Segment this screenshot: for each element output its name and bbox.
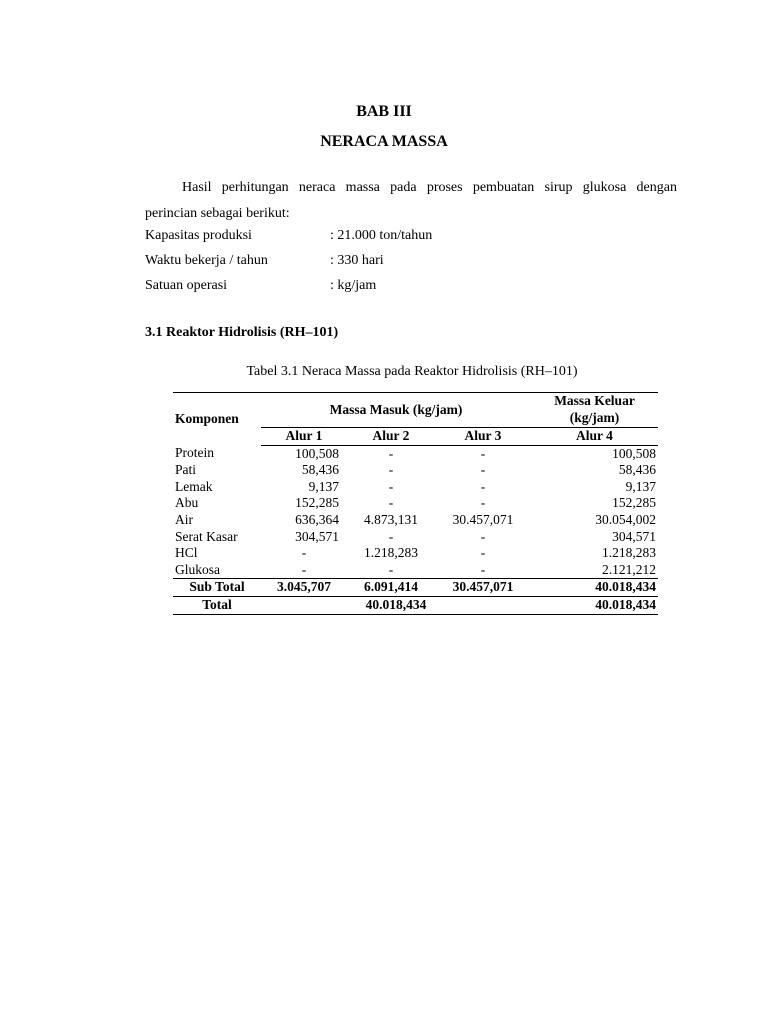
spec-working-time <box>145 248 384 273</box>
row-alur-1: 304,571 <box>295 528 339 544</box>
row-alur-2: - <box>388 445 394 461</box>
row-alur-2: 1.218,283 <box>364 545 418 561</box>
table-subheader-row <box>173 428 658 446</box>
row-alur-2: - <box>388 528 394 544</box>
table-header-row <box>173 393 658 411</box>
row-component: Glukosa <box>175 561 220 577</box>
row-component: Air <box>175 512 193 528</box>
spec-value: : kg/jam <box>330 278 377 293</box>
row-alur-1: 9,137 <box>308 478 339 494</box>
header-alur-3: Alur 3 <box>435 428 531 446</box>
intro-paragraph <box>145 175 677 227</box>
mass-balance-table <box>173 392 658 615</box>
header-massa-keluar: Massa Keluar <box>531 393 658 411</box>
subtotal-alur-4: 40.018,434 <box>531 579 658 597</box>
table-row <box>173 445 658 462</box>
row-alur-4: 1.218,283 <box>602 545 656 561</box>
subtotal-alur-2: 6.091,414 <box>347 579 435 597</box>
header-massa-masuk: Massa Masuk (kg/jam) <box>261 393 531 428</box>
row-alur-2: 4.873,131 <box>364 512 418 528</box>
row-alur-1: 152,285 <box>295 495 339 511</box>
spec-label: Satuan operasi <box>145 278 228 293</box>
chapter-title: NERACA MASSA <box>320 133 448 150</box>
spec-value: : 21.000 ton/tahun <box>330 228 433 243</box>
row-alur-3: - <box>480 462 486 478</box>
row-alur-2: - <box>388 561 394 577</box>
row-alur-2: - <box>388 495 394 511</box>
row-alur-4: 152,285 <box>612 495 656 511</box>
row-alur-3: - <box>480 445 486 461</box>
row-alur-4: 58,436 <box>618 462 656 478</box>
row-alur-1: 100,508 <box>295 445 339 461</box>
table-row <box>173 562 658 579</box>
table-caption: Tabel 3.1 Neraca Massa pada Reaktor Hidrolisis (RH–101) <box>246 364 578 379</box>
spec-value: : 330 hari <box>330 253 384 268</box>
spec-label: Kapasitas produksi <box>145 228 252 243</box>
row-alur-3: - <box>480 495 486 511</box>
subtotal-label: Sub Total <box>173 579 261 597</box>
header-alur-2: Alur 2 <box>347 428 435 446</box>
row-alur-1: - <box>301 561 307 577</box>
table-row <box>173 545 658 562</box>
header-alur-1: Alur 1 <box>261 428 347 446</box>
row-component: Pati <box>175 462 197 478</box>
row-alur-4: 2.121,212 <box>602 561 656 577</box>
row-alur-3: - <box>480 545 486 561</box>
row-alur-1: 636,364 <box>295 512 339 528</box>
header-massa-keluar-unit: (kg/jam) <box>569 410 620 426</box>
spec-capacity <box>145 223 432 248</box>
header-alur-4: Alur 4 <box>531 428 658 446</box>
row-component: Lemak <box>175 478 213 494</box>
row-component: Abu <box>175 495 199 511</box>
row-alur-4: 30.054,002 <box>595 512 656 528</box>
row-component: Protein <box>175 445 214 461</box>
total-keluar: 40.018,434 <box>531 597 658 615</box>
table-row <box>173 495 658 512</box>
row-alur-3: - <box>480 528 486 544</box>
intro-line-1: Hasil perhitungan neraca massa pada proses pembuatan sirup glukosa dengan <box>182 180 677 195</box>
subtotal-alur-1: 3.045,707 <box>261 579 347 597</box>
row-alur-3: - <box>480 478 486 494</box>
row-alur-2: - <box>388 478 394 494</box>
row-alur-4: 9,137 <box>625 478 656 494</box>
spec-label: Waktu bekerja / tahun <box>145 253 268 268</box>
chapter-number: BAB III <box>356 103 412 120</box>
spec-operation-unit <box>145 273 376 298</box>
intro-line-2: perincian sebagai berikut: <box>145 206 290 221</box>
row-component: Serat Kasar <box>175 528 238 544</box>
row-alur-4: 100,508 <box>612 445 656 461</box>
row-alur-1: 58,436 <box>301 462 339 478</box>
total-label: Total <box>173 597 261 615</box>
row-alur-4: 304,571 <box>612 528 656 544</box>
table-row <box>173 529 658 546</box>
row-alur-2: - <box>388 462 394 478</box>
total-row <box>173 597 658 615</box>
table-row <box>173 462 658 479</box>
subtotal-row <box>173 579 658 597</box>
table-row <box>173 479 658 496</box>
subtotal-alur-3: 30.457,071 <box>435 579 531 597</box>
total-masuk: 40.018,434 <box>261 597 531 615</box>
row-alur-1: - <box>301 545 307 561</box>
row-alur-3: - <box>480 561 486 577</box>
row-component: HCl <box>175 545 198 561</box>
header-komponen: Komponen <box>173 393 261 428</box>
section-heading: 3.1 Reaktor Hidrolisis (RH–101) <box>145 325 339 340</box>
table-row <box>173 512 658 529</box>
row-alur-3: 30.457,071 <box>452 512 514 528</box>
